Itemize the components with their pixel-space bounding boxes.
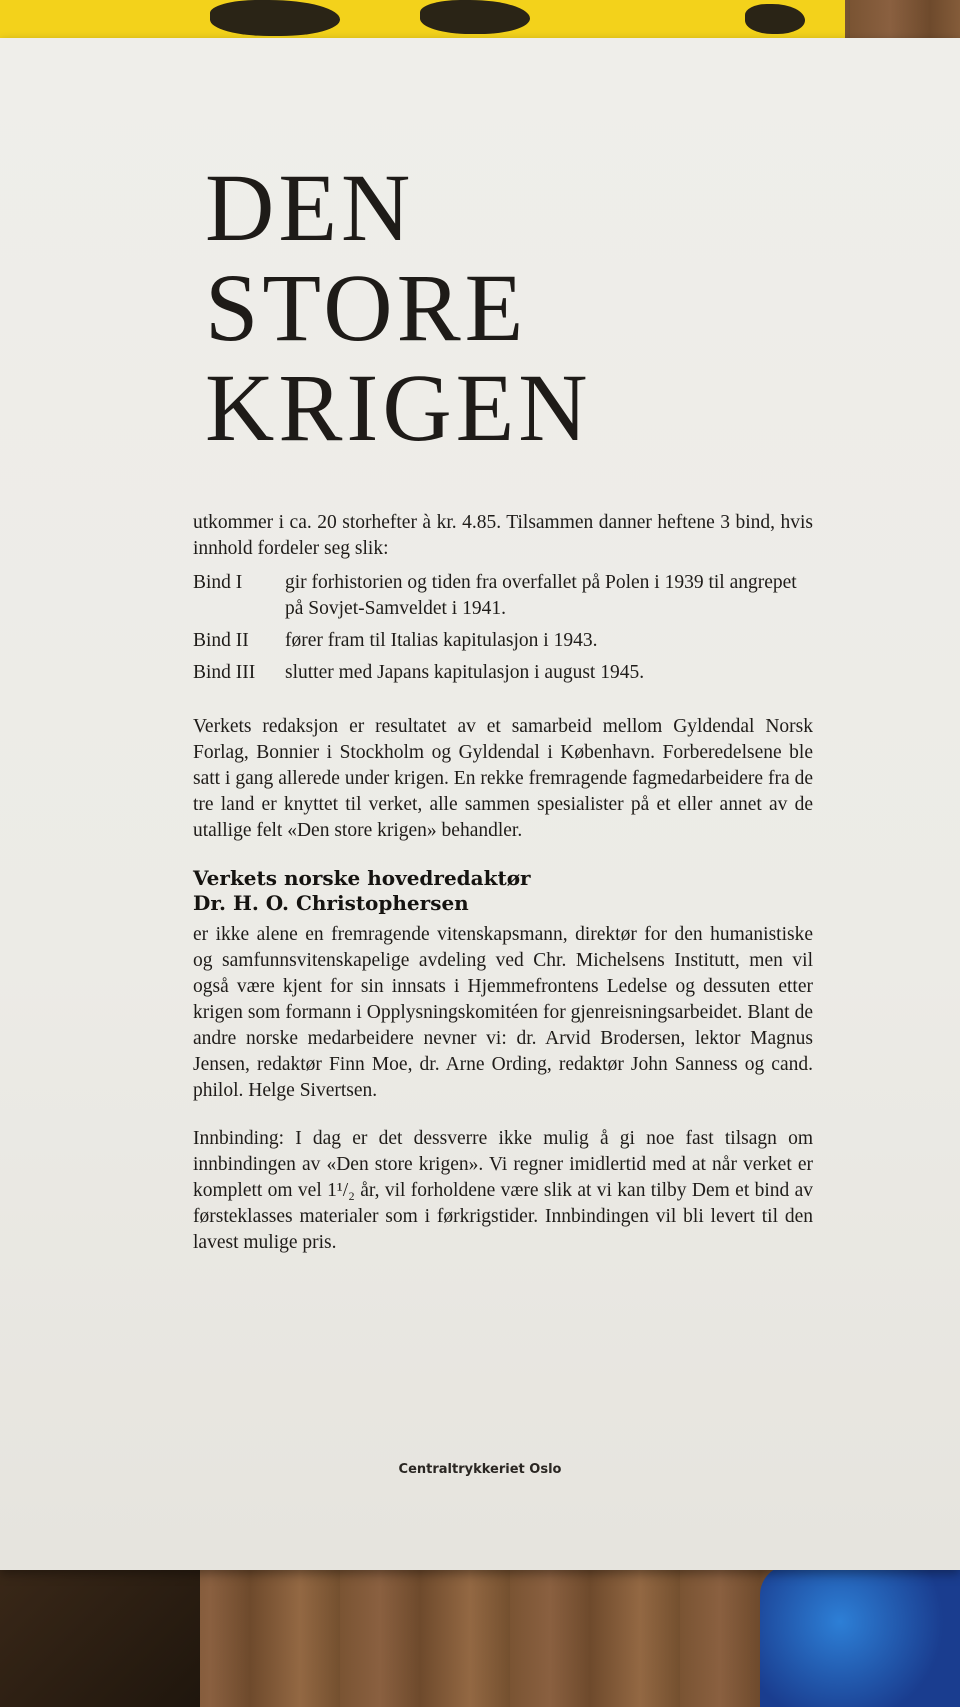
intro-paragraph: utkommer i ca. 20 storhefter à kr. 4.85. Tilsammen danner heftene 3 bind, hvis innhold fordeler seg slik: xyxy=(193,512,813,559)
editorial-paragraph: Verkets redaksjon er resultatet av et samarbeid mellom Gyldendal Norsk Forlag, Bonnier i Stockholm og Gyldendal i København. Forberedelsene ble satt i gang allerede under krigen. En rekke fremragende fagmedarbeidere fra de tre land er knyttet til verket, alle sammen spesialister på et eller annet av de utallige felt «Den store krigen» behandler. xyxy=(193,716,813,841)
printer-imprint: Centraltrykkeriet Oslo xyxy=(398,1462,562,1477)
volume-label: Bind III xyxy=(193,662,256,683)
editor-heading-line-2: Dr. H. O. Christophersen xyxy=(193,891,469,915)
title-line-3: KRIGEN xyxy=(205,354,592,461)
airplane-silhouette-center xyxy=(420,0,530,34)
editor-heading-line-1: Verkets norske hovedredaktør xyxy=(193,866,531,890)
airplane-silhouette-left xyxy=(210,0,340,36)
title-line-1: DEN xyxy=(205,154,415,261)
page-content xyxy=(193,510,813,1256)
volume-label: Bind II xyxy=(193,630,249,651)
blue-fabric xyxy=(760,1565,960,1707)
spacer xyxy=(193,1104,813,1126)
page-title xyxy=(205,154,592,461)
volume-description: gir forhistorien og tiden fra overfallet på Polen i 1939 til angrepet på Sovjet-Samveldet i 1941. xyxy=(285,572,797,619)
binding-paragraph: Innbinding: I dag er det dessverre ikke mulig å gi noe fast tilsagn om innbindingen av «Den store krigen». Vi regner imidlertid med at når verket er komplett om vel 1¹/₂ år, vil forholdene være slik at vi kan tilby Dem et bind av førsteklasses materialer som i førkrigstider. Innbindingen vil bli levert til den lavest mulige pris. xyxy=(193,1128,813,1253)
volume-item xyxy=(193,628,813,654)
editor-paragraph: er ikke alene en fremragende vitenskapsmann, direktør for den humanistiske og samfunnsvitenskapelige avdeling ved Chr. Michelsens Institutt, men vil også være kjent for sin innsats i Hjemmefrontens Ledelse og dessuten etter krigen som formann i Opplysningskomitéen for gjenreisningsarbeidet. Blant de andre norske medarbeidere nevner vi: dr. Arvid Brodersen, lektor Magnus Jensen, redaktør Finn Moe, dr. Arne Ording, redaktør John Sanness og cand. philol. Helge Sivertsen. xyxy=(193,924,813,1101)
volume-item xyxy=(193,660,813,686)
volume-description: slutter med Japans kapitulasjon i august 1945. xyxy=(285,662,645,683)
spacer xyxy=(193,692,813,714)
volume-list xyxy=(193,570,813,686)
spacer xyxy=(193,844,813,866)
volume-label: Bind I xyxy=(193,572,243,593)
title-line-2: STORE xyxy=(205,254,528,361)
volume-description: fører fram til Italias kapitulasjon i 1943. xyxy=(285,630,598,651)
book-back-page xyxy=(0,38,960,1570)
volume-item xyxy=(193,570,813,622)
dark-floor-corner xyxy=(0,1560,200,1707)
airplane-silhouette-right xyxy=(745,4,805,34)
